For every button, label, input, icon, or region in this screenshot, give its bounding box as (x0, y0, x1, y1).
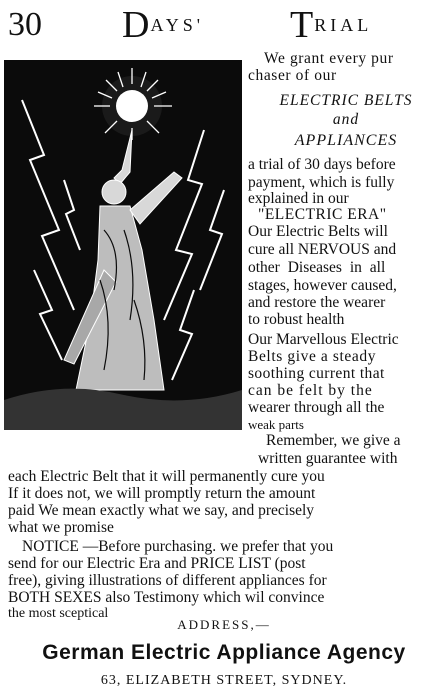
text-line: to robust health (248, 311, 345, 328)
text-line: soothing current that (248, 365, 385, 382)
product-heading: APPLIANCES (294, 132, 398, 149)
text-line: wearer through all the (248, 399, 385, 416)
text-line: and (332, 111, 360, 128)
text-line: Our Marvellous Electric (248, 331, 399, 348)
text-line: written guarantee with (258, 450, 398, 467)
text-line: chaser of our (248, 67, 337, 84)
street-address: 63, ELIZABETH STREET, SYDNEY. (100, 673, 348, 688)
text-line: Our Electric Belts will (248, 223, 388, 240)
headline-number: 30 (8, 6, 42, 43)
text-line: explained in our (248, 190, 349, 207)
text-line: what we promise (8, 519, 114, 536)
text-line: Remember, we give a (266, 432, 401, 449)
text-line: "ELECTRIC ERA" (258, 206, 387, 223)
address-label: ADDRESS,— (177, 617, 271, 632)
text-line: the most sceptical (8, 606, 109, 621)
text-line: can be felt by the (248, 382, 373, 399)
text-line: free), giving illustrations of different appliances for (8, 572, 327, 589)
text-line: stages, however caused, (248, 277, 397, 294)
text-line: each Electric Belt that it will permanently cure you (8, 468, 325, 485)
product-heading: ELECTRIC BELTS (279, 92, 413, 109)
notice-line: NOTICE —Before purchasing. we prefer that you (22, 538, 334, 555)
headline-days: $D^{AYS'}$ (122, 4, 205, 46)
headline-trial: $T^{RIAL}$ (290, 4, 373, 46)
text-line: payment, which is fully (248, 174, 395, 191)
text-line: Belts give a steady (248, 348, 377, 365)
text-line: cure all NERVOUS and (248, 241, 397, 258)
agency-name: German Electric Appliance Agency (42, 641, 406, 664)
text-line: weak parts (248, 417, 304, 432)
text-line: and restore the wearer (248, 294, 386, 311)
goddess-icon (4, 60, 242, 430)
text-line: a trial of 30 days before (248, 156, 396, 173)
electric-goddess-illustration (4, 60, 242, 430)
text-line: We grant every pur (264, 50, 394, 67)
text-line: If it does not, we will promptly return the amount (8, 485, 316, 502)
text-line: paid We mean exactly what we say, and precisely (8, 502, 315, 519)
text-line: other Diseases in all (248, 259, 386, 276)
text-line: BOTH SEXES also Testimony which wil convince (8, 589, 325, 606)
text-line: send for our Electric Era and PRICE LIST (post (8, 555, 306, 572)
headline (0, 0, 448, 50)
